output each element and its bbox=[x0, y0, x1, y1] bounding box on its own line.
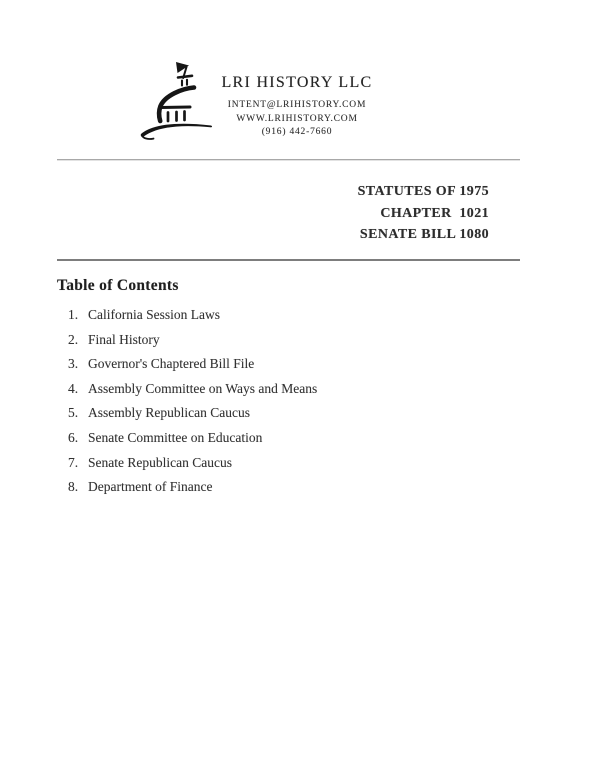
toc-item-label: Senate Republican Caucus bbox=[88, 454, 232, 470]
horizontal-rule-middle bbox=[57, 259, 520, 261]
toc-item-number: 2. bbox=[68, 331, 79, 347]
senate-bill-line: SENATE BILL 1080 bbox=[359, 227, 489, 243]
org-website: WWW.LRIHISTORY.COM bbox=[236, 113, 358, 124]
toc-item-label: Department of Finance bbox=[88, 479, 213, 495]
toc-heading: Table of Contents bbox=[57, 277, 179, 294]
toc-item bbox=[68, 303, 317, 328]
toc-item bbox=[68, 401, 317, 426]
org-email: INTENT@LRIHISTORY.COM bbox=[227, 100, 367, 110]
toc-item-number: 5. bbox=[68, 405, 79, 421]
toc-item-label: Assembly Committee on Ways and Means bbox=[88, 380, 318, 396]
toc-item-number: 7. bbox=[68, 454, 79, 470]
toc-item bbox=[68, 377, 317, 402]
toc-item bbox=[68, 328, 317, 353]
toc-item-number: 1. bbox=[68, 307, 79, 322]
toc-item-number: 8. bbox=[68, 479, 79, 495]
statutes-line: STATUTES OF 1975 bbox=[357, 184, 489, 199]
statute-reference-block bbox=[358, 181, 489, 246]
toc-list bbox=[68, 303, 317, 500]
toc-item-label: Governor's Chaptered Bill File bbox=[88, 356, 255, 372]
chapter-line: CHAPTER 1021 bbox=[380, 205, 489, 221]
org-name: LRI HISTORY LLC bbox=[221, 74, 373, 91]
toc-item-number: 6. bbox=[68, 429, 79, 445]
org-phone: (916) 442-7660 bbox=[261, 127, 333, 137]
toc-item bbox=[68, 352, 317, 377]
toc-item-number: 3. bbox=[68, 356, 79, 372]
toc-item bbox=[68, 426, 317, 451]
toc-item bbox=[68, 475, 317, 500]
toc-item bbox=[68, 451, 317, 476]
toc-item-label: Senate Committee on Education bbox=[88, 429, 263, 445]
toc-item-label: Assembly Republican Caucus bbox=[88, 405, 250, 421]
toc-item-number: 4. bbox=[68, 380, 79, 396]
toc-item-label: Final History bbox=[88, 331, 160, 347]
letterhead bbox=[177, 74, 417, 140]
toc-item-label: California Session Laws bbox=[88, 307, 220, 322]
horizontal-rule-top bbox=[57, 159, 520, 161]
